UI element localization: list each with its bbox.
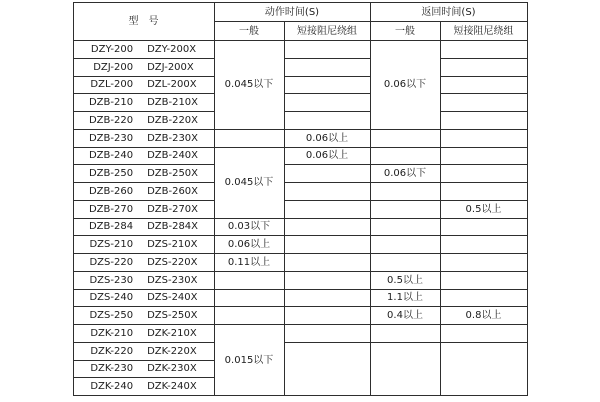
model-name: DZS-230 <box>89 274 134 286</box>
value-cell-return-damping <box>440 289 527 307</box>
value-cell-action-general <box>214 129 284 147</box>
model-name: DZB-270 <box>88 203 134 215</box>
value-cell-action-damping <box>284 183 370 201</box>
model-name-x: DZK-230X <box>147 363 197 375</box>
value-cell-return-general: 0.5以上 <box>370 271 440 289</box>
value-cell-return-general <box>370 342 440 395</box>
model-name: DZK-240 <box>90 381 134 393</box>
value-cell-return-damping <box>440 165 527 183</box>
model-name: DZB-240 <box>88 150 134 162</box>
value-cell-action-damping <box>284 325 370 343</box>
model-name-x: DZB-260X <box>147 185 199 197</box>
model-name: DZB-230 <box>88 132 134 144</box>
value-cell-return-damping: 0.5以上 <box>440 200 527 218</box>
header-action-time: 动作时间(S) <box>214 3 370 22</box>
value-cell-return-damping <box>440 236 527 254</box>
model-cell <box>73 112 214 130</box>
model-name: DZB-220 <box>88 114 134 126</box>
model-cell <box>73 129 214 147</box>
header-return-time: 返回时间(S) <box>370 3 527 22</box>
model-name-x: DZB-230X <box>147 132 199 144</box>
value-cell-return-general: 0.4以上 <box>370 307 440 325</box>
model-name: DZK-220 <box>90 345 134 357</box>
model-cell <box>73 360 214 378</box>
model-name-x: DZS-250X <box>147 310 198 322</box>
value-cell-return-general <box>370 147 440 165</box>
model-cell <box>73 76 214 94</box>
value-cell-action-general <box>214 289 284 307</box>
value-cell-action-general: 0.03以下 <box>214 218 284 236</box>
model-cell <box>73 236 214 254</box>
model-name-x: DZK-220X <box>147 345 197 357</box>
value-cell-action-damping <box>284 271 370 289</box>
model-name-x: DZS-230X <box>147 274 198 286</box>
model-name: DZS-250 <box>89 310 134 322</box>
model-name-x: DZL-200X <box>147 79 197 91</box>
header-action-damping: 短接阻尼绕组 <box>284 22 370 41</box>
value-cell-return-damping <box>440 325 527 343</box>
value-cell-action-damping <box>284 165 370 183</box>
value-cell-return-damping <box>440 41 527 59</box>
value-cell-action-damping <box>284 112 370 130</box>
model-name: DZS-220 <box>89 256 134 268</box>
model-name-x: DZK-210X <box>147 327 197 339</box>
value-cell-return-damping <box>440 76 527 94</box>
value-cell-action-general <box>214 307 284 325</box>
model-name-x: DZS-220X <box>147 256 198 268</box>
model-name: DZY-200 <box>90 43 134 55</box>
model-name-x: DZS-210X <box>147 239 198 251</box>
model-name-x: DZB-240X <box>147 150 199 162</box>
value-cell-action-damping: 0.06以上 <box>284 147 370 165</box>
model-cell <box>73 183 214 201</box>
value-cell-return-general <box>370 183 440 201</box>
header-return-general: 一般 <box>370 22 440 41</box>
value-cell-return-general <box>370 254 440 272</box>
value-cell-return-damping <box>440 94 527 112</box>
model-cell <box>73 200 214 218</box>
model-name-x: DZB-210X <box>147 97 199 109</box>
model-name-x: DZS-240X <box>147 292 198 304</box>
model-name: DZJ-200 <box>93 61 134 73</box>
value-cell-action-damping: 0.06以上 <box>284 129 370 147</box>
model-name: DZB-250 <box>88 168 134 180</box>
model-name: DZK-230 <box>90 363 134 375</box>
model-cell <box>73 165 214 183</box>
value-cell-return-damping <box>440 58 527 76</box>
model-name: DZS-240 <box>89 292 134 304</box>
value-cell-action-damping <box>284 94 370 112</box>
model-name-x: DZB-220X <box>147 114 199 126</box>
value-cell-return-damping <box>440 218 527 236</box>
value-cell-action-general: 0.045以下 <box>214 41 284 130</box>
value-cell-action-general: 0.015以下 <box>214 325 284 396</box>
value-cell-action-general: 0.11以上 <box>214 254 284 272</box>
value-cell-action-damping <box>284 58 370 76</box>
value-cell-action-general: 0.045以下 <box>214 147 284 218</box>
value-cell-return-damping <box>440 342 527 395</box>
model-cell <box>73 307 214 325</box>
value-cell-return-general: 0.06以下 <box>370 41 440 130</box>
value-cell-return-damping <box>440 183 527 201</box>
model-name: DZB-260 <box>88 185 134 197</box>
header-action-general: 一般 <box>214 22 284 41</box>
model-name-x: DZK-240X <box>147 381 197 393</box>
value-cell-action-damping <box>284 289 370 307</box>
value-cell-return-damping: 0.8以上 <box>440 307 527 325</box>
model-name-x: DZJ-200X <box>147 61 194 73</box>
value-cell-return-general <box>370 236 440 254</box>
model-name: DZS-210 <box>89 239 134 251</box>
value-cell-action-general <box>214 271 284 289</box>
value-cell-action-damping <box>284 342 370 395</box>
value-cell-action-general: 0.06以上 <box>214 236 284 254</box>
model-name-x: DZB-284X <box>147 221 199 233</box>
model-cell <box>73 94 214 112</box>
value-cell-return-general <box>370 325 440 343</box>
model-name: DZK-210 <box>90 327 134 339</box>
model-cell <box>73 147 214 165</box>
value-cell-action-damping <box>284 218 370 236</box>
header-return-damping: 短接阻尼绕组 <box>440 22 527 41</box>
value-cell-return-damping <box>440 271 527 289</box>
value-cell-return-damping <box>440 147 527 165</box>
value-cell-return-general <box>370 218 440 236</box>
value-cell-return-general <box>370 129 440 147</box>
model-cell <box>73 289 214 307</box>
model-cell <box>73 325 214 343</box>
model-cell <box>73 254 214 272</box>
model-name-x: DZB-270X <box>147 203 199 215</box>
value-cell-return-general: 1.1以上 <box>370 289 440 307</box>
value-cell-action-damping <box>284 254 370 272</box>
value-cell-return-damping <box>440 112 527 130</box>
model-name-x: DZB-250X <box>147 168 199 180</box>
relay-spec-table <box>73 2 528 396</box>
model-name-x: DZY-200X <box>147 43 197 55</box>
header-model: 型 号 <box>73 3 214 41</box>
model-name: DZB-210 <box>88 97 134 109</box>
value-cell-action-damping <box>284 41 370 59</box>
model-cell <box>73 378 214 396</box>
value-cell-action-damping <box>284 236 370 254</box>
model-name: DZL-200 <box>90 79 134 91</box>
value-cell-return-damping <box>440 129 527 147</box>
model-cell <box>73 41 214 59</box>
model-name: DZB-284 <box>88 221 134 233</box>
value-cell-action-damping <box>284 200 370 218</box>
model-cell <box>73 58 214 76</box>
model-cell <box>73 271 214 289</box>
value-cell-action-damping <box>284 307 370 325</box>
value-cell-return-damping <box>440 254 527 272</box>
value-cell-return-general: 0.06以下 <box>370 165 440 183</box>
value-cell-return-general <box>370 200 440 218</box>
model-cell <box>73 218 214 236</box>
value-cell-action-damping <box>284 76 370 94</box>
model-cell <box>73 342 214 360</box>
